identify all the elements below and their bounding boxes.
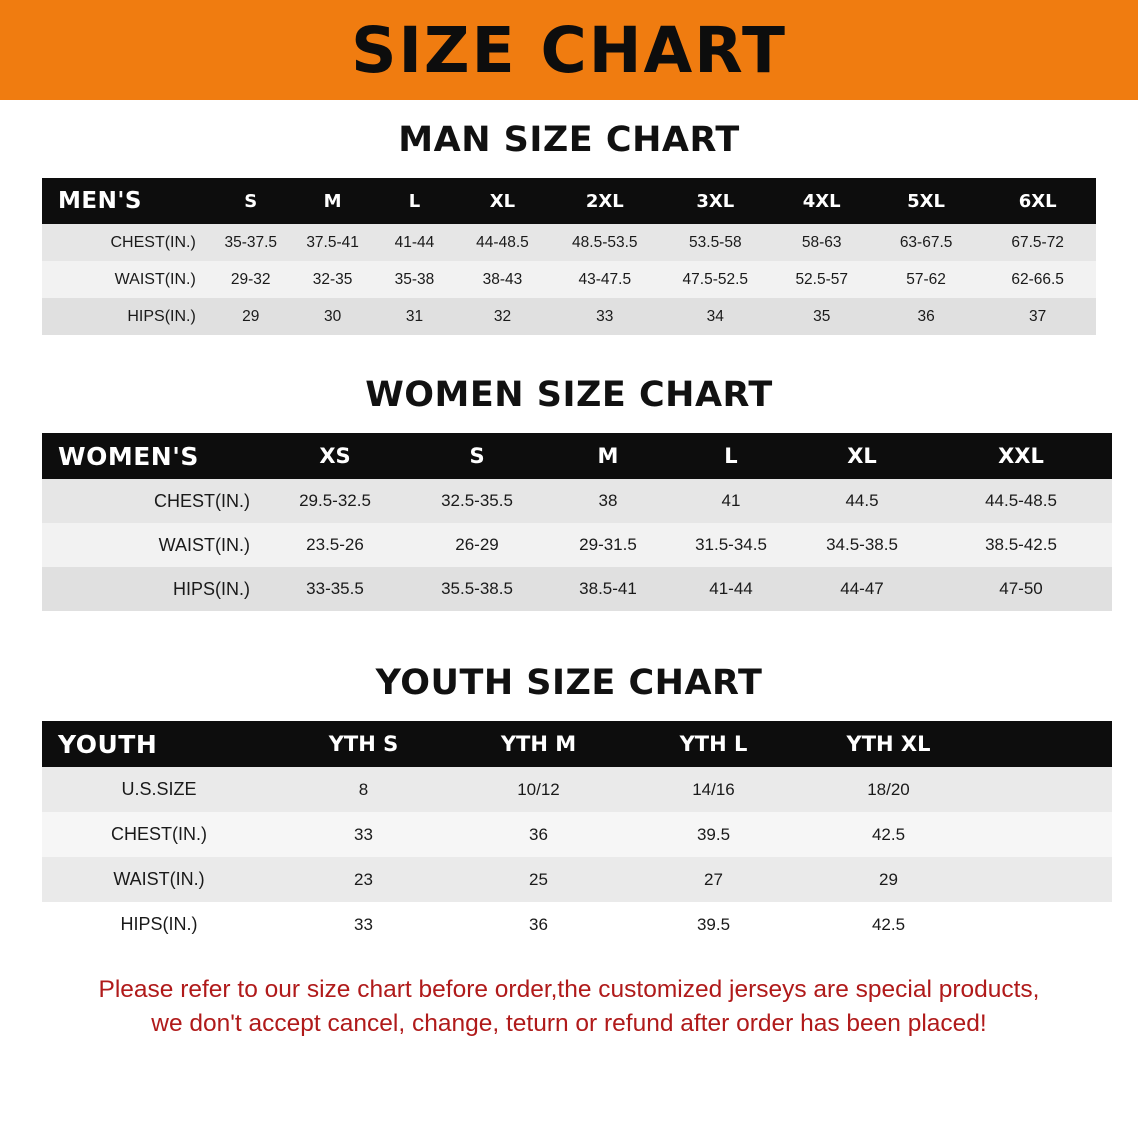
men-cell-1-1: 32-35 (312, 270, 353, 288)
women-cell-0-5: 44.5-48.5 (985, 491, 1057, 510)
youth-col-1: YTH M (451, 721, 626, 767)
women-row-label-1: WAIST(IN.) (158, 534, 250, 555)
page-title: SIZE CHART (351, 13, 787, 87)
youth-cell-2-1: 25 (529, 869, 548, 889)
table-row (42, 261, 1096, 298)
women-cell-2-3: 41-44 (709, 579, 753, 598)
men-size-table (42, 178, 1096, 335)
women-col-3: L (668, 433, 794, 479)
youth-cell-0-2: 14/16 (692, 779, 735, 799)
men-cell-2-8: 37 (1029, 307, 1047, 325)
men-col-8: 6XL (979, 178, 1096, 224)
youth-cell-1-0: 33 (354, 824, 373, 844)
disclaimer-line-2: we don't accept cancel, change, teturn or refund after order has been placed! (151, 1009, 987, 1037)
youth-cell-1-spacer (976, 812, 1112, 857)
men-row-label-2: HIPS(IN.) (127, 307, 196, 325)
youth-cell-3-2: 39.5 (696, 914, 731, 934)
man-section-title: MAN SIZE CHART (398, 120, 740, 160)
youth-row-label-1: CHEST(IN.) (111, 824, 207, 844)
table-row (42, 224, 1096, 261)
men-cell-2-2: 31 (405, 307, 424, 325)
men-col-5: 3XL (660, 178, 771, 224)
youth-section-title: YOUTH SIZE CHART (375, 663, 763, 703)
women-cell-0-2: 38 (598, 491, 618, 510)
women-cell-0-4: 44.5 (845, 491, 879, 510)
table-row (42, 479, 1112, 523)
table-row (42, 857, 1112, 902)
women-corner-label: WOMEN'S (42, 433, 264, 479)
youth-cell-1-3: 42.5 (871, 824, 906, 844)
youth-cell-3-0: 33 (354, 914, 373, 934)
youth-col-spacer (976, 721, 1112, 767)
men-row-label-0: CHEST(IN.) (110, 233, 196, 251)
men-row-label-1: WAIST(IN.) (114, 270, 196, 288)
youth-cell-0-0: 8 (358, 779, 369, 799)
men-cell-1-3: 38-43 (482, 270, 523, 288)
men-cell-1-7: 57-62 (906, 270, 946, 288)
table-row (42, 523, 1112, 567)
women-cell-0-3: 41 (721, 491, 741, 510)
youth-cell-0-spacer (976, 767, 1112, 812)
youth-table-wrap (42, 721, 1096, 947)
women-cell-1-5: 38.5-42.5 (985, 535, 1057, 554)
women-section-title: WOMEN SIZE CHART (365, 375, 773, 415)
youth-cell-0-1: 10/12 (517, 779, 560, 799)
men-cell-1-0: 29-32 (230, 270, 271, 288)
youth-corner-label: YOUTH (42, 721, 276, 767)
women-table-wrap (42, 433, 1096, 611)
table-header-row (42, 721, 1112, 767)
men-cell-1-6: 52.5-57 (795, 270, 849, 288)
women-cell-2-1: 35.5-38.5 (441, 579, 513, 598)
men-cell-2-1: 30 (323, 307, 342, 325)
men-cell-2-4: 33 (596, 307, 614, 325)
men-cell-0-5: 53.5-58 (689, 233, 742, 251)
table-row (42, 567, 1112, 611)
youth-cell-2-3: 29 (879, 869, 898, 889)
table-row (42, 767, 1112, 812)
man-table-wrap (42, 178, 1096, 335)
men-cell-2-7: 36 (917, 307, 935, 325)
women-cell-0-1: 32.5-35.5 (441, 491, 513, 510)
women-cell-2-0: 33-35.5 (306, 579, 364, 598)
men-cell-1-4: 43-47.5 (578, 270, 632, 288)
youth-cell-1-1: 36 (529, 824, 548, 844)
men-cell-1-5: 47.5-52.5 (682, 270, 749, 288)
youth-row-label-3: HIPS(IN.) (120, 914, 198, 934)
women-cell-2-5: 47-50 (999, 579, 1043, 598)
women-cell-1-1: 26-29 (455, 535, 499, 554)
women-cell-0-0: 29.5-32.5 (299, 491, 371, 510)
men-col-2: L (374, 178, 456, 224)
women-row-label-0: CHEST(IN.) (154, 490, 250, 511)
youth-cell-3-3: 42.5 (871, 914, 906, 934)
women-cell-2-4: 44-47 (840, 579, 884, 598)
women-cell-1-0: 23.5-26 (306, 535, 364, 554)
men-cell-0-2: 41-44 (394, 233, 435, 251)
men-col-4: 2XL (550, 178, 661, 224)
men-cell-0-4: 48.5-53.5 (572, 233, 638, 251)
women-size-table (42, 433, 1112, 611)
youth-row-label-0: U.S.SIZE (121, 779, 197, 799)
youth-cell-0-3: 18/20 (867, 779, 910, 799)
men-col-3: XL (455, 178, 549, 224)
youth-cell-3-spacer (976, 902, 1112, 947)
men-cell-0-7: 63-67.5 (899, 233, 953, 251)
youth-cell-1-2: 39.5 (696, 824, 731, 844)
men-cell-1-2: 35-38 (394, 270, 435, 288)
table-header-row (42, 433, 1112, 479)
youth-row-label-2: WAIST(IN.) (113, 869, 205, 889)
youth-cell-2-2: 27 (704, 869, 723, 889)
women-col-2: M (548, 433, 668, 479)
table-header-row (42, 178, 1096, 224)
youth-size-table (42, 721, 1112, 947)
women-row-label-2: HIPS(IN.) (172, 578, 250, 599)
men-col-6: 4XL (771, 178, 873, 224)
women-cell-1-4: 34.5-38.5 (826, 535, 898, 554)
men-cell-0-0: 35-37.5 (224, 233, 278, 251)
men-cell-0-3: 44-48.5 (476, 233, 529, 251)
men-cell-2-3: 32 (493, 307, 512, 325)
men-col-0: S (210, 178, 292, 224)
youth-col-0: YTH S (276, 721, 451, 767)
youth-col-2: YTH L (626, 721, 801, 767)
disclaimer-line-1: Please refer to our size chart before order,the customized jerseys are special products, (98, 976, 1040, 1003)
table-row (42, 902, 1112, 947)
table-row (42, 298, 1096, 335)
men-cell-1-8: 62-66.5 (1011, 270, 1064, 288)
banner (0, 0, 1138, 100)
youth-cell-2-0: 23 (354, 869, 373, 889)
women-col-1: S (406, 433, 548, 479)
women-col-5: XXL (930, 433, 1112, 479)
men-cell-0-6: 58-63 (801, 233, 842, 251)
men-cell-0-8: 67.5-72 (1011, 233, 1064, 251)
men-cell-0-1: 37.5-41 (306, 233, 359, 251)
youth-cell-2-spacer (976, 857, 1112, 902)
men-corner-label: MEN'S (42, 178, 210, 224)
men-cell-2-6: 35 (813, 307, 831, 325)
men-cell-2-0: 29 (242, 307, 260, 325)
men-cell-2-5: 34 (706, 307, 724, 325)
women-cell-1-2: 29-31.5 (579, 535, 637, 554)
men-col-7: 5XL (873, 178, 979, 224)
youth-col-3: YTH XL (801, 721, 976, 767)
women-col-4: XL (794, 433, 930, 479)
women-cell-2-2: 38.5-41 (579, 579, 637, 598)
disclaimer-note (34, 973, 1104, 1041)
women-cell-1-3: 31.5-34.5 (695, 535, 767, 554)
table-row (42, 812, 1112, 857)
women-col-0: XS (264, 433, 406, 479)
men-col-1: M (292, 178, 374, 224)
youth-cell-3-1: 36 (529, 914, 548, 934)
